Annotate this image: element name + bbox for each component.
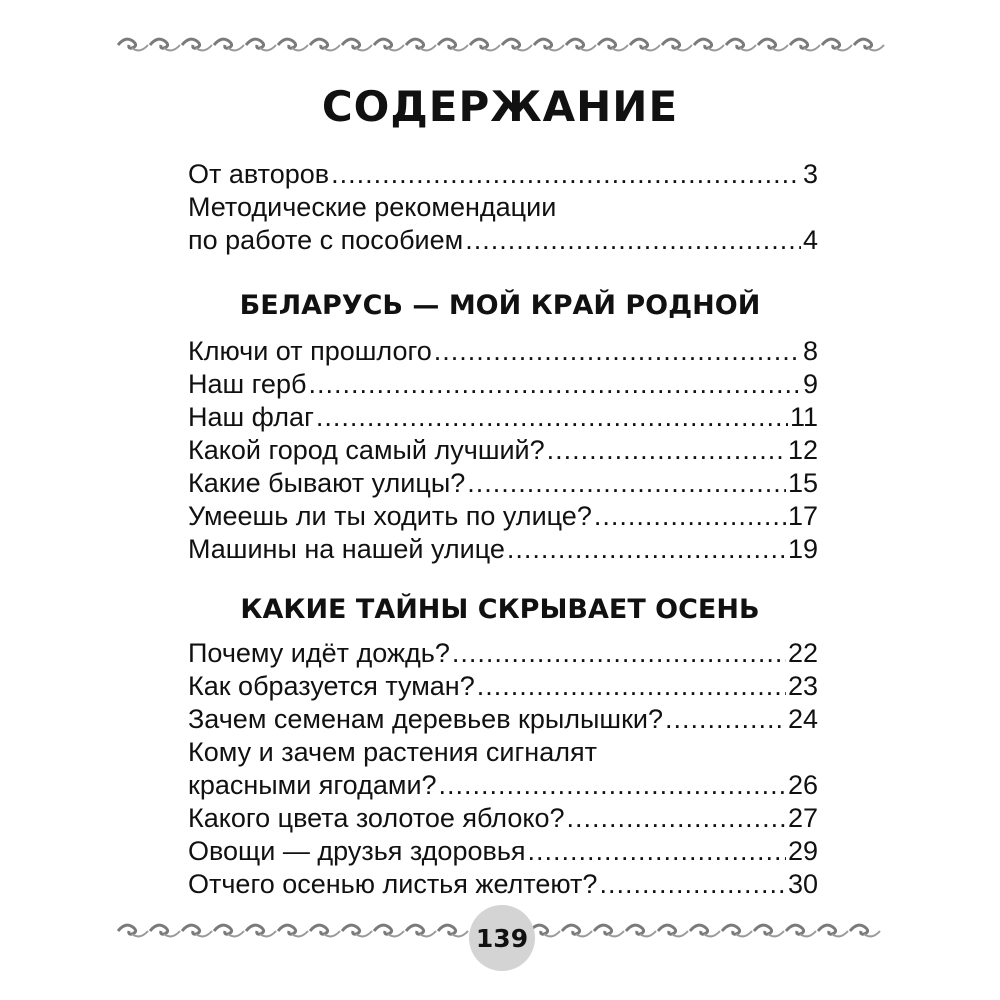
entry-page: 15 (787, 468, 818, 498)
dot-leader (465, 224, 801, 257)
entry-title: Отчего осенью листья желтеют? (188, 869, 598, 899)
dot-leader (594, 500, 786, 533)
dot-leader (567, 802, 786, 835)
entry-title: Какие бывают улицы? (188, 468, 466, 498)
toc-entry[interactable] (188, 868, 818, 901)
entry-page: 26 (787, 770, 818, 800)
entry-title: Машины на нашей улице (188, 534, 505, 564)
entry-page: 12 (787, 435, 818, 465)
dot-leader (507, 533, 786, 566)
section-1-list (188, 335, 818, 566)
toc-entry[interactable] (188, 224, 818, 257)
intro-list (188, 158, 818, 257)
entry-page: 30 (787, 869, 818, 899)
entry-page: 9 (802, 369, 818, 399)
entry-title: Ключи от прошлого (188, 336, 432, 366)
toc-entry[interactable] (188, 335, 818, 368)
toc-entry[interactable] (188, 769, 818, 802)
page-number-badge (469, 905, 535, 971)
dot-leader (439, 769, 786, 802)
dot-leader (316, 401, 788, 434)
dot-leader (331, 158, 801, 191)
toc-entry[interactable] (188, 802, 818, 835)
entry-page: 27 (787, 803, 818, 833)
dot-leader (599, 868, 786, 901)
toc-entry[interactable] (188, 158, 818, 191)
toc-entry[interactable] (188, 191, 818, 224)
page-title: СОДЕРЖАНИЕ (321, 82, 679, 131)
entry-title: Зачем семенам деревьев крылышки? (188, 704, 664, 734)
entry-page: 29 (787, 836, 818, 866)
toc-entry[interactable] (188, 434, 818, 467)
entry-page: 17 (787, 501, 818, 531)
dot-leader (452, 637, 786, 670)
entry-title: по работе с пособием (188, 225, 464, 255)
toc-entry[interactable] (188, 703, 818, 736)
entry-page: 3 (802, 159, 818, 189)
entry-title: Наш флаг (188, 402, 314, 432)
dot-leader (477, 670, 786, 703)
toc-entry[interactable] (188, 467, 818, 500)
dot-leader (467, 467, 786, 500)
toc-entry[interactable] (188, 401, 818, 434)
entry-page: 23 (787, 671, 818, 701)
toc-entry[interactable] (188, 533, 818, 566)
entry-title: Умеешь ли ты ходить по улице? (188, 501, 592, 531)
dot-leader (528, 835, 786, 868)
dot-leader (434, 335, 801, 368)
entry-title: красными ягодами? (188, 770, 437, 800)
entry-title: Кому и зачем растения сигналят (188, 737, 597, 767)
entry-title: Как образуется туман? (188, 671, 475, 701)
entry-page: 11 (789, 402, 818, 432)
toc-entry[interactable] (188, 736, 818, 769)
dot-leader (547, 434, 786, 467)
top-ornament-border (0, 30, 1000, 60)
entry-title: Овощи — друзья здоровья (188, 836, 526, 866)
section-heading: КАКИЕ ТАЙНЫ СКРЫВАЕТ ОСЕНЬ (240, 594, 760, 625)
entry-page: 24 (787, 704, 818, 734)
toc-entry[interactable] (188, 368, 818, 401)
dot-leader (308, 368, 801, 401)
page-number: 139 (475, 923, 529, 953)
toc-entry[interactable] (188, 835, 818, 868)
section-heading: БЕЛАРУСЬ — МОЙ КРАЙ РОДНОЙ (239, 290, 761, 321)
entry-page: 4 (802, 225, 818, 255)
wave-ornament-icon (0, 30, 1000, 60)
toc-entry[interactable] (188, 670, 818, 703)
entry-title: Методические рекомендации (188, 192, 557, 222)
entry-title: Какой город самый лучший? (188, 435, 545, 465)
entry-title: Наш герб (188, 369, 307, 399)
toc-entry[interactable] (188, 637, 818, 670)
entry-title: Почему идёт дождь? (188, 638, 450, 668)
entry-title: Какого цвета золотое яблоко? (188, 803, 565, 833)
section-2-list (188, 637, 818, 901)
toc-entry[interactable] (188, 500, 818, 533)
entry-page: 19 (787, 534, 818, 564)
entry-page: 22 (787, 638, 818, 668)
entry-page: 8 (802, 336, 818, 366)
dot-leader (665, 703, 786, 736)
entry-title: От авторов (188, 159, 330, 189)
